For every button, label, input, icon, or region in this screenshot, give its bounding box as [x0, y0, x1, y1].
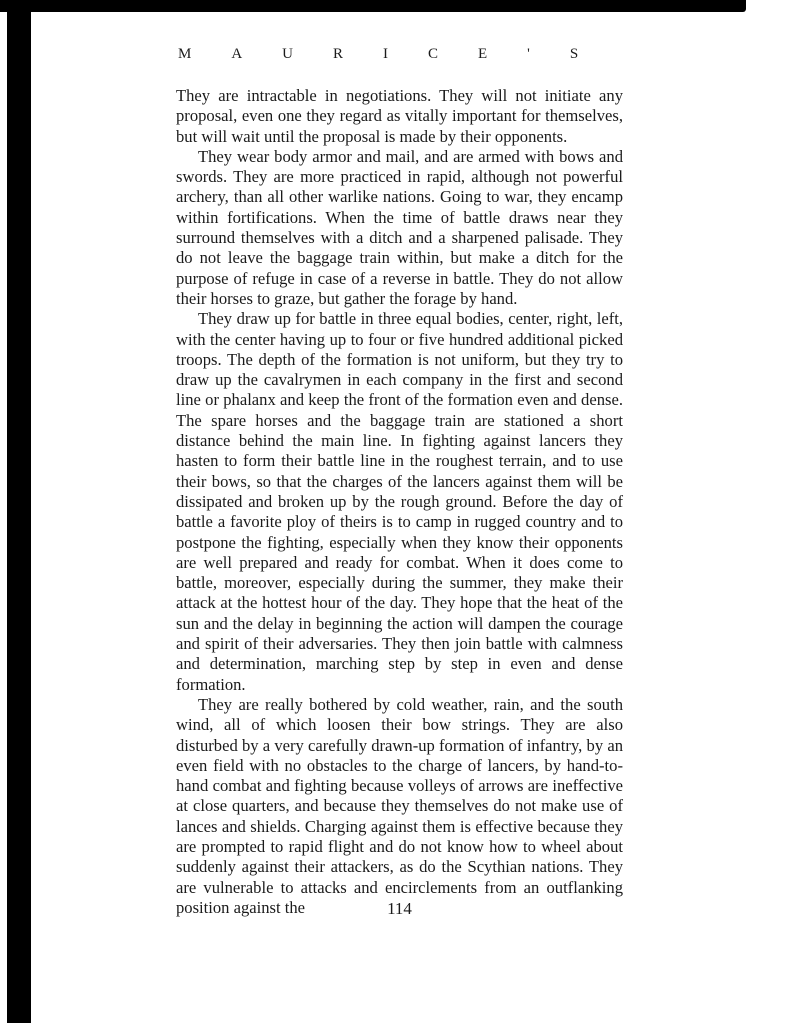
page-number: 114	[387, 899, 412, 918]
running-head: MAURICE'S	[178, 46, 619, 62]
body-paragraph: They wear body armor and mail, and are armed with bows and swords. They are more practiced in rapid, although not powerful archery, than all other warlike nations. Going to war, they encamp within fortifications. When the time of battle draws near they surround themselves with a ditch and a sharpened palisade. They do not leave the baggage train within, but make a ditch for the purpose of refuge in case of a reverse in battle. They do not allow their horses to graze, but gather the forage by hand.	[176, 146, 623, 308]
body-paragraph: They draw up for battle in three equal bodies, center, right, left, with the center having up to four or five hundred additional picked troops. The depth of the formation is not uniform, but they try to draw up the cavalrymen in each company in the first and second line or phalanx and keep the front of the formation even and dense. The spare horses and the baggage train are stationed a short distance behind the main line. In fighting against lancers they hasten to form their battle line in the roughest terrain, and to use their bows, so that the charges of the lancers against them will be dissipated and broken up by the rough ground. Before the day of battle a favorite ploy of theirs is to camp in rugged country and to postpone the fighting, especially when they know their opponents are well prepared and ready for combat. When it does come to battle, moreover, especially during the summer, they make their attack at the hottest hour of the day. They hope that the heat of the sun and the delay in beginning the action will dampen the courage and spirit of their adversaries. They then join battle with calmness and determination, marching step by step in even and dense formation.	[176, 309, 623, 694]
scan-edge-top	[0, 0, 746, 12]
scan-edge-left	[7, 0, 31, 1023]
body-paragraph: They are really bothered by cold weather, rain, and the south wind, all of which loosen their bow strings. They are also disturbed by a very carefully drawn-up formation of infantry, by an even field with no obstacles to the charge of lancers, by hand-to-hand combat and fighting because volleys of arrows are ineffective at close quarters, and because they themselves do not make use of lances and shields. Charging against them is effective because they are prompted to rapid flight and do not know how to wheel about suddenly against their attackers, as do the Scythian nations. They are vulnerable to attacks and encirclements from an outflanking position against the	[176, 694, 623, 917]
body-paragraph: They are intractable in negotiations. They will not initiate any proposal, even one they regard as vitally important for themselves, but will wait until the proposal is made by their opponents.	[176, 86, 623, 146]
body-text	[176, 86, 623, 918]
